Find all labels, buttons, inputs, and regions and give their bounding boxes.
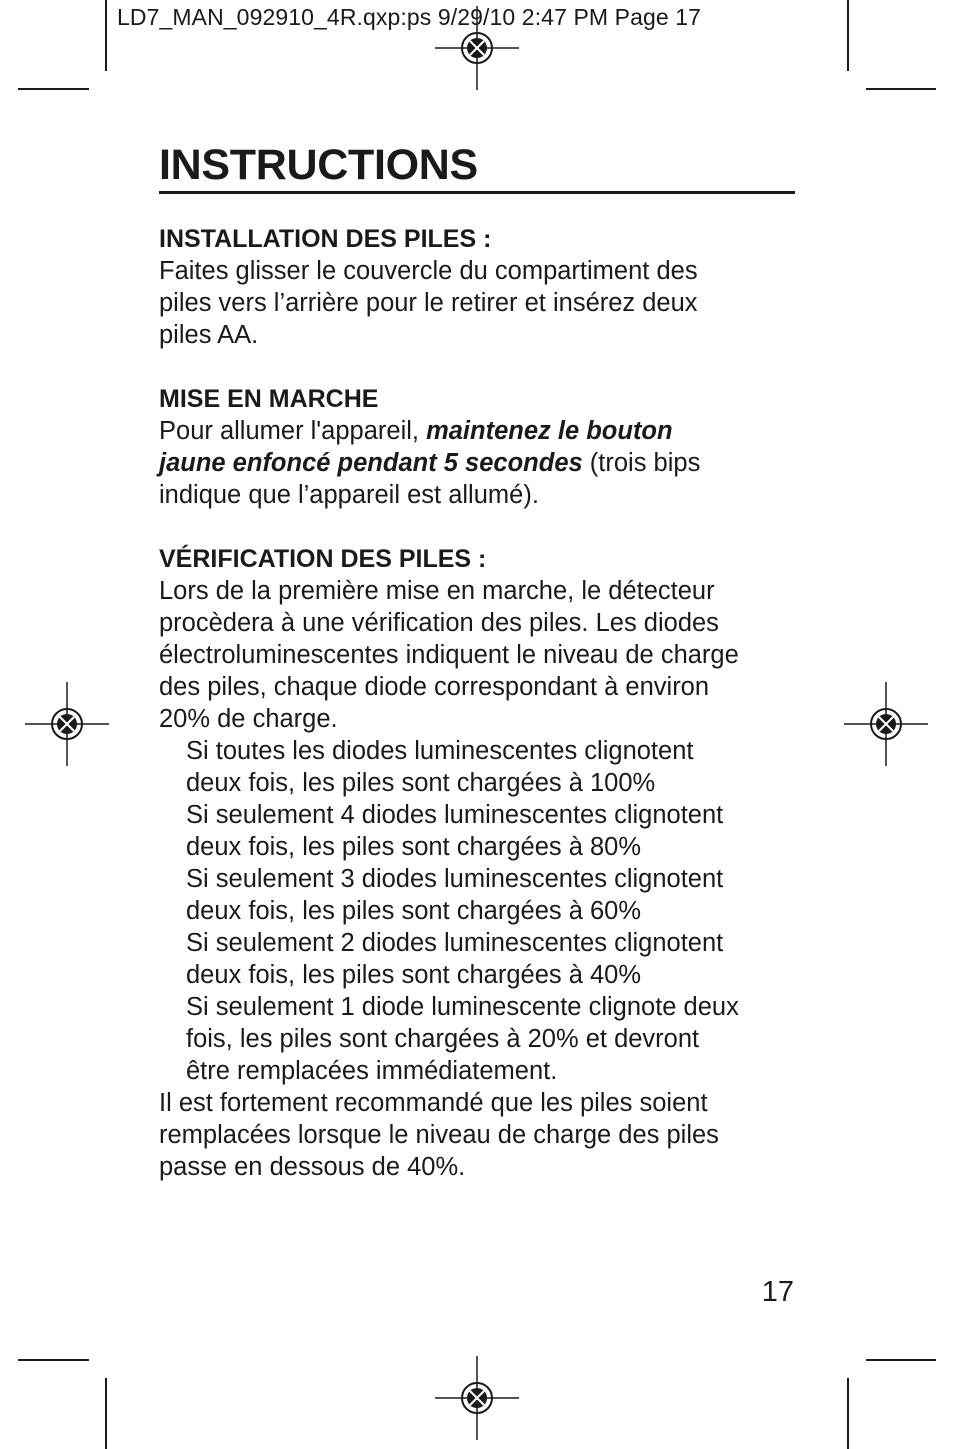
text-line: Lors de la première mise en marche, le détecteur: [159, 577, 715, 605]
text-line: piles AA.: [159, 321, 259, 349]
page-number: 17: [761, 1276, 794, 1308]
print-slug-line: LD7_MAN_092910_4R.qxp:ps 9/29/10 2:47 PM Page 17: [117, 4, 702, 30]
registration-mark-right-icon: [844, 682, 928, 766]
list-item-line: être remplacées immédiatement.: [186, 1057, 558, 1085]
text-line: [159, 415, 795, 447]
list-item-line: Si seulement 2 diodes luminescentes clignotent: [186, 929, 724, 957]
list-item-line: Si seulement 1 diode luminescente clignote deux: [186, 993, 739, 1021]
list-item-line: Si toutes les diodes luminescentes clignotent: [186, 737, 694, 765]
text-line: passe en dessous de 40%.: [159, 1153, 466, 1181]
registration-mark-left-icon: [25, 682, 109, 766]
list-item-line: Si seulement 4 diodes luminescentes clignotent: [186, 801, 724, 829]
page-title: INSTRUCTIONS: [159, 141, 478, 189]
crop-mark-bottom-right-horizontal: [866, 1359, 936, 1361]
section-heading: INSTALLATION DES PILES :: [159, 225, 492, 253]
text-emphasis: maintenez le bouton: [426, 417, 673, 445]
text-line: Il est fortement recommandé que les piles soient: [159, 1089, 708, 1117]
list-item: [159, 991, 795, 1087]
crop-mark-top-left-horizontal: [18, 88, 89, 90]
text-line: [159, 447, 795, 479]
section-battery-check: [159, 543, 795, 1183]
title-underline: [159, 191, 795, 194]
list-item-line: deux fois, les piles sont chargées à 100%: [186, 769, 656, 797]
section-power-on: [159, 383, 795, 511]
text-line: Faites glisser le couvercle du compartiment des: [159, 257, 698, 285]
text-line: 20% de charge.: [159, 705, 338, 733]
list-item-line: deux fois, les piles sont chargées à 80%: [186, 833, 642, 861]
section-battery-installation: [159, 223, 795, 351]
list-item: [159, 927, 795, 991]
crop-mark-bottom-left-horizontal: [18, 1359, 89, 1361]
battery-level-list: [159, 735, 795, 1087]
text-line: indique que l’appareil est allumé).: [159, 481, 539, 509]
text-emphasis: jaune enfoncé pendant 5 secondes: [159, 449, 583, 477]
page-content: [159, 140, 795, 1183]
list-item-line: deux fois, les piles sont chargées à 40%: [186, 961, 642, 989]
list-item-line: deux fois, les piles sont chargées à 60%: [186, 897, 642, 925]
text-line: piles vers l’arrière pour le retirer et insérez deux: [159, 289, 698, 317]
text-line: électroluminescentes indiquent le niveau de charge: [159, 641, 739, 669]
text-plain: Pour allumer l'appareil,: [159, 417, 427, 445]
crop-mark-top-right-vertical: [847, 0, 849, 71]
crop-mark-bottom-right-vertical: [847, 1378, 849, 1449]
text-line: procèdera à une vérification des piles. Les diodes: [159, 609, 719, 637]
registration-mark-top-icon: [435, 6, 519, 90]
crop-mark-top-right-horizontal: [866, 88, 936, 90]
crop-mark-bottom-left-vertical: [105, 1378, 107, 1449]
list-item-line: fois, les piles sont chargées à 20% et devront: [186, 1025, 700, 1053]
list-item: [159, 799, 795, 863]
text-plain: (trois bips: [582, 449, 701, 477]
section-heading: VÉRIFICATION DES PILES :: [159, 545, 487, 573]
text-line: remplacées lorsque le niveau de charge des piles: [159, 1121, 719, 1149]
text-line: des piles, chaque diode correspondant à environ: [159, 673, 710, 701]
list-item: [159, 863, 795, 927]
section-heading: MISE EN MARCHE: [159, 385, 379, 413]
registration-mark-bottom-icon: [435, 1356, 519, 1440]
crop-mark-top-left-vertical: [105, 0, 107, 71]
list-item: [159, 735, 795, 799]
list-item-line: Si seulement 3 diodes luminescentes clignotent: [186, 865, 724, 893]
